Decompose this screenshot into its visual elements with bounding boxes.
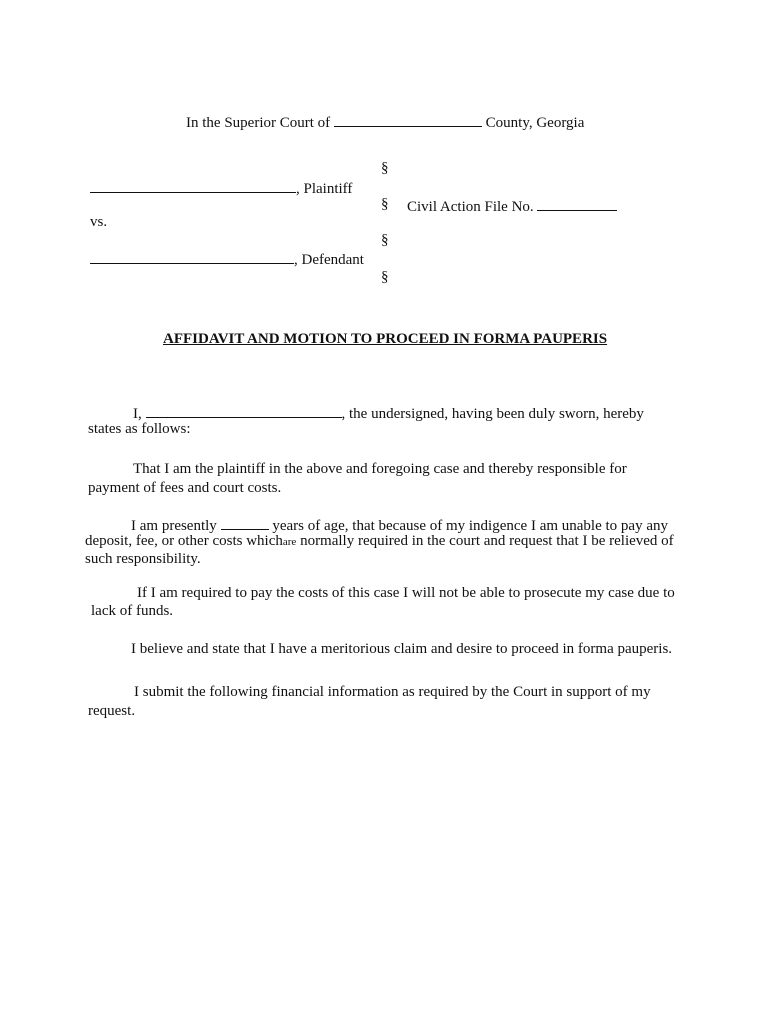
para-3-line-3: such responsibility. xyxy=(85,551,201,567)
para-6-line-2: request. xyxy=(88,703,136,719)
civil-action-label: Civil Action File No. xyxy=(407,199,534,215)
para-1-start: I, xyxy=(133,406,142,422)
para-1-line-2: states as follows: xyxy=(88,421,191,437)
county-blank xyxy=(334,112,482,127)
court-header-prefix: In the Superior Court of xyxy=(186,115,331,131)
civil-action xyxy=(407,196,617,216)
para-4-line-1: If I am required to pay the costs of this case I will not be able to prosecute my case due to xyxy=(137,585,675,601)
para-3-after: years of age, that because of my indigence I am unable to pay any xyxy=(272,518,668,534)
defendant-blank xyxy=(90,249,294,264)
para-2-line-2: payment of fees and court costs. xyxy=(88,480,282,496)
defendant-line xyxy=(90,249,364,269)
para-3-line-2-b: are xyxy=(282,536,297,548)
para-1-after: , the undersigned, having been duly sworn, hereby xyxy=(341,406,644,422)
civil-action-blank xyxy=(537,196,617,211)
defendant-label: , Defendant xyxy=(294,252,364,268)
para-1-line-1 xyxy=(133,403,644,423)
plaintiff-line xyxy=(90,178,352,198)
para-5-line-1: I believe and state that I have a meritorious claim and desire to proceed in forma pauperis. xyxy=(131,641,673,657)
para-4-line-2: lack of funds. xyxy=(91,603,174,619)
para-2-line-1: That I am the plaintiff in the above and foregoing case and thereby responsible for xyxy=(133,461,627,477)
plaintiff-label: , Plaintiff xyxy=(296,181,353,197)
court-header xyxy=(186,112,584,132)
document-title: AFFIDAVIT AND MOTION TO PROCEED IN FORMA PAUPERIS xyxy=(163,331,608,347)
para-3-line-2-c: normally required in the court and request that I be relieved of xyxy=(300,533,674,549)
vs-label: vs. xyxy=(90,214,108,230)
section-symbol-2: § xyxy=(381,196,389,212)
court-header-suffix: County, Georgia xyxy=(485,115,585,131)
para-3-line-2-a: deposit, fee, or other costs which xyxy=(85,533,283,549)
para-6-line-1: I submit the following financial information as required by the Court in support of my xyxy=(134,684,651,700)
para-3-start: I am presently xyxy=(131,518,217,534)
section-symbol-3: § xyxy=(381,232,389,248)
plaintiff-blank xyxy=(90,178,296,193)
para-3-line-1 xyxy=(131,515,668,535)
section-symbol-4: § xyxy=(381,269,389,285)
age-blank xyxy=(221,515,269,530)
name-blank xyxy=(146,403,342,418)
section-symbol-1: § xyxy=(381,160,389,176)
para-3-line-2 xyxy=(85,533,674,550)
